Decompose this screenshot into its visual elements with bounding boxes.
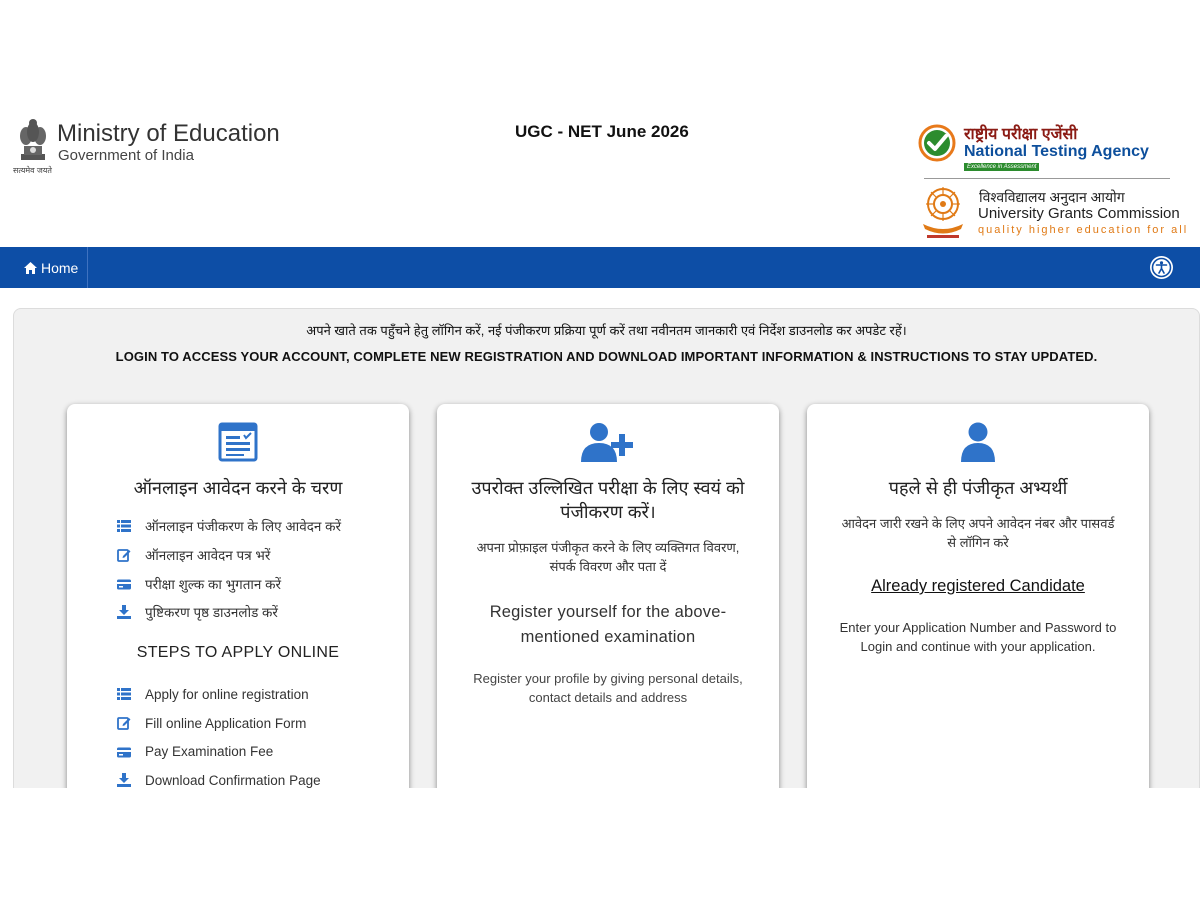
login-card-subtitle-hindi: आवेदन जारी रखने के लिए अपने आवेदन नंबर और पासवर्ड से लॉगिन करे — [841, 516, 1115, 550]
step-label: ऑनलाइन पंजीकरण के लिए आवेदन करें — [145, 519, 341, 535]
login-card[interactable] — [807, 404, 1149, 788]
download-icon — [117, 605, 131, 619]
logo-divider — [924, 178, 1170, 179]
form-icon — [218, 422, 258, 467]
list-item — [117, 598, 341, 627]
already-registered-link[interactable]: Already registered Candidate — [871, 577, 1085, 595]
register-card-subtitle-hindi: अपना प्रोफ़ाइल पंजीकृत करने के लिए व्यक्तिगत विवरण, संपर्क विवरण और पता दें — [476, 540, 740, 574]
home-icon — [24, 262, 37, 274]
ugc-hindi-name: विश्वविद्यालय अनुदान आयोग — [979, 189, 1125, 205]
nta-hindi-name: राष्ट्रीय परीक्षा एजेंसी — [964, 126, 1078, 143]
emblem-motto: सत्यमेव जयते — [13, 166, 52, 175]
accessibility-icon — [1150, 256, 1173, 279]
list-item — [117, 569, 341, 598]
list-item — [117, 512, 341, 541]
intro-text-hindi: अपने खाते तक पहुँचने हेतु लॉगिन करें, नई पंजीकरण प्रक्रिया पूर्ण करें तथा नवीनतम जानकारी एवं निर्देश डाउनलोड कर अपडेट रहें। — [306, 323, 907, 338]
ministry-title: Ministry of Education — [57, 120, 280, 147]
ministry-subtitle: Government of India — [58, 147, 194, 164]
card-icon — [117, 577, 131, 591]
user-icon — [960, 422, 996, 467]
login-card-subtitle-english: Enter your Application Number and Password to Login and continue with your application. — [839, 620, 1117, 654]
ugc-name: University Grants Commission — [978, 205, 1180, 222]
nav-home-link[interactable] — [0, 247, 88, 288]
step-label: Fill online Application Form — [145, 715, 307, 731]
nta-check-logo — [918, 124, 956, 162]
register-card-title-hindi: उपरोक्त उल्लिखित परीक्षा के लिए स्वयं को पंजीकरण करें। — [471, 478, 745, 522]
steps-card-title-hindi: ऑनलाइन आवेदन करने के चरण — [133, 478, 343, 498]
intro-text-english: LOGIN TO ACCESS YOUR ACCOUNT, COMPLETE NEW REGISTRATION AND DOWNLOAD IMPORTANT INFORMATION & INSTRUCTIONS TO STAY UPDATED. — [115, 349, 1098, 364]
list-item — [117, 766, 321, 788]
step-label: ऑनलाइन आवेदन पत्र भरें — [145, 548, 271, 564]
accessibility-button[interactable] — [1150, 256, 1173, 279]
main-panel — [13, 308, 1200, 788]
national-emblem-logo — [15, 116, 55, 174]
steps-heading-english: STEPS TO APPLY ONLINE — [136, 644, 340, 661]
nta-tagline: Excellence in Assessment — [964, 163, 1039, 171]
list-item — [117, 680, 321, 709]
nav-home-label: Home — [41, 259, 79, 276]
list-item — [117, 737, 321, 766]
step-label: परीक्षा शुल्क का भुगतान करें — [145, 576, 282, 592]
list-item — [117, 541, 341, 570]
add-user-icon — [581, 422, 635, 467]
page-title: UGC - NET June 2026 — [515, 122, 689, 141]
list-icon — [117, 687, 131, 701]
register-card-subtitle-english: Register your profile by giving personal details, contact details and address — [473, 671, 743, 705]
list-icon — [117, 519, 131, 533]
step-label: Pay Examination Fee — [145, 744, 274, 760]
download-icon — [117, 773, 131, 787]
step-label: Download Confirmation Page — [145, 772, 321, 788]
edit-icon — [117, 548, 131, 562]
ugc-tagline: quality higher education for all — [978, 224, 1189, 236]
nta-name: National Testing Agency — [964, 143, 1149, 160]
steps-card — [67, 404, 409, 788]
card-icon — [117, 745, 131, 759]
top-navbar — [0, 247, 1200, 288]
site-header — [0, 110, 1200, 247]
login-card-title-hindi: पहले से ही पंजीकृत अभ्यर्थी — [888, 478, 1068, 498]
register-link[interactable]: Register yourself for the above-mentioned examination — [489, 603, 727, 646]
steps-list-hindi — [117, 512, 341, 627]
register-card[interactable] — [437, 404, 779, 788]
steps-list-english — [117, 680, 321, 788]
step-label: Apply for online registration — [145, 686, 309, 702]
list-item — [117, 709, 321, 738]
edit-icon — [117, 716, 131, 730]
step-label: पुष्टिकरण पृष्ठ डाउनलोड करें — [145, 605, 278, 621]
ugc-emblem-logo — [917, 182, 969, 242]
